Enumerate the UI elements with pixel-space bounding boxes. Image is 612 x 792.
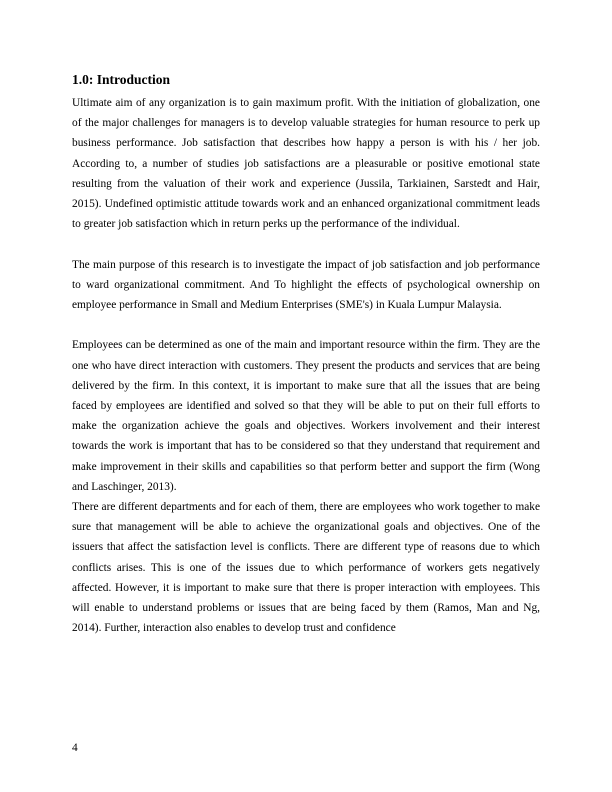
page-content <box>72 71 540 638</box>
paragraph-purpose: The main purpose of this research is to investigate the impact of job satisfaction and job performance to ward organizational commitment. And To highlight the effects of psychological ownership on employee performance in Small and Medium Enterprises (SME's) in Kuala Lumpur Malaysia. <box>72 258 540 312</box>
paragraph-spacer <box>72 234 540 254</box>
paragraph-spacer <box>72 315 540 335</box>
page-number: 4 <box>72 742 78 754</box>
paragraph-intro: Ultimate aim of any organization is to gain maximum profit. With the initiation of globalization, one of the major challenges for managers is to develop valuable strategies for human resource to perk up business performance. Job satisfaction that describes how happy a person is with his / her job. According to, a number of studies job satisfactions are a pleasurable or positive emotional state resulting from the valuation of their work and experience (Jussila, Tarkiainen, Sarstedt and Hair, 2015). Undefined optimistic attitude towards work and an enhanced organizational commitment leads to greater job satisfaction which in return perks up the performance of the individual. <box>72 97 540 231</box>
paragraph-departments: There are different departments and for each of them, there are employees who work together to make sure that management will be able to achieve the organizational goals and objectives. One of the issuers that affect the satisfaction level is conflicts. There are different type of reasons due to which conflicts arises. This is one of the issues due to which performance of workers gets negatively affected. However, it is important to make sure that there is proper interaction with employees. This will enable to understand problems or issues that are being faced by them (Ramos, Man and Ng, 2014). Further, interaction also enables to develop trust and confidence <box>72 501 540 635</box>
paragraph-employees: Employees can be determined as one of the main and important resource within the firm. They are the one who have direct interaction with customers. They present the products and services that are being delivered by the firm. In this context, it is important to make sure that all the issues that are being faced by employees are identified and solved so that they will be able to put on their full efforts to make the organization achieve the goals and objectives. Workers involvement and their interest towards the work is important that has to be considered so that they understand that requirement and make improvement in their skills and capabilities so that perform better and support the firm (Wong and Laschinger, 2013). <box>72 339 540 493</box>
section-heading: 1.0: Introduction <box>72 72 171 87</box>
